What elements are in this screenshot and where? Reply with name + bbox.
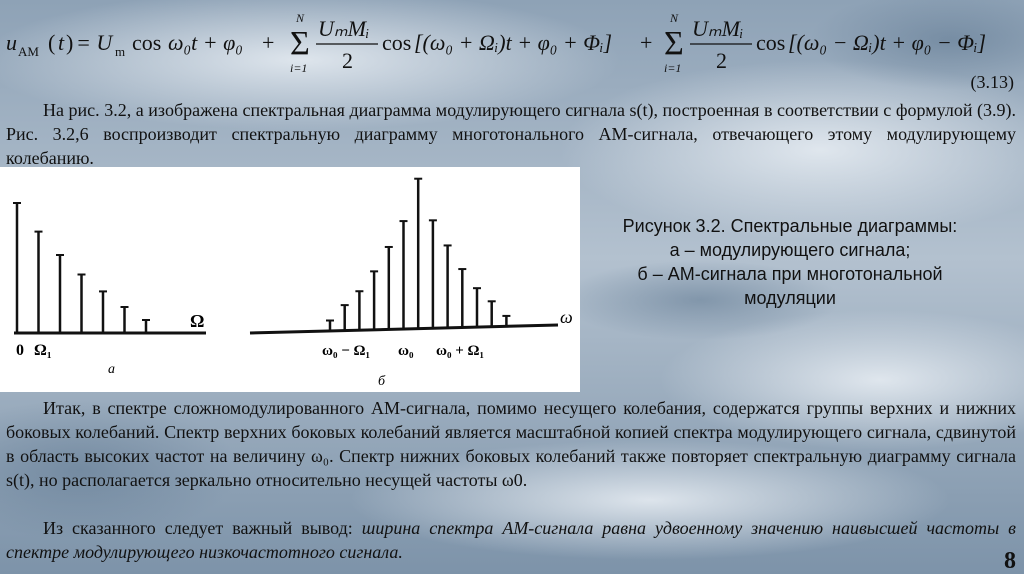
formula-cos-2: cos: [382, 30, 412, 55]
figure-b: [250, 179, 573, 389]
tick-center-b: ω₀: [398, 343, 414, 359]
tick-zero-a: 0: [16, 342, 24, 359]
sum-bottom-2: i=1: [664, 61, 682, 75]
formula-open-paren: (: [48, 30, 56, 55]
conclusion-italic-text: ширина спектра АМ-сигнала равна удвоенному значению наивысшей частоты в спектре модулирующего низкочастотного сигнала.: [6, 518, 1016, 562]
formula-um: = U: [76, 30, 113, 55]
formula-cos-3: cos: [756, 30, 786, 55]
fraction-denominator-1: 2: [342, 48, 353, 73]
sum-bottom-1: i=1: [290, 61, 308, 75]
caption-letter-b: б: [378, 374, 386, 389]
equation-number: (3.13): [970, 72, 1014, 92]
formula-close-paren: ): [66, 30, 74, 55]
fraction-numerator-1: UₘMᵢ: [318, 16, 370, 41]
formula-carrier-arg: ω₀t + φ₀: [168, 30, 243, 55]
formula-plus-2: +: [640, 30, 653, 55]
page-number: 8: [1004, 548, 1016, 574]
caption-line-1: Рисунок 3.2. Спектральные диаграммы:: [622, 216, 958, 236]
formula-um-subscript: m: [115, 44, 126, 59]
conclusion-plain-text: Из сказанного следует важный вывод:: [43, 518, 362, 538]
sum-symbol-2: Σ: [664, 25, 684, 62]
paragraph-intro: На рис. 3.2, а изображена спектральная диаграмма модулирующего сигнала s(t), построенная в соответствии с формулой (3.9). Рис. 3.2,6 воспроизводит спектральную диаграмму многотонального АМ-сигнала, отвечающего этому модулирующему колебанию.: [6, 100, 1016, 168]
paragraph-conclusion: [6, 516, 1016, 564]
tick-left-b: ω₀ − Ω₁: [322, 343, 371, 359]
formula-lhs-subscript: AM: [18, 44, 39, 59]
fraction-numerator-2: UₘMᵢ: [692, 16, 744, 41]
sum-top-1: N: [296, 11, 305, 25]
formula-t: t: [58, 30, 65, 55]
caption-line-4: модуляции: [744, 288, 836, 308]
caption-line-3: б – АМ-сигнала при многотональной: [637, 264, 943, 284]
figure-caption: [560, 214, 1020, 310]
sum-symbol-1: Σ: [290, 25, 310, 62]
figure-a: [13, 203, 206, 377]
tick-right-b: ω₀ + Ω₁: [436, 343, 485, 359]
am-signal-formula: [0, 0, 1024, 100]
paragraph-sidebands: Итак, в спектре сложномодулированного АМ-сигнала, помимо несущего колебания, содержатся группы верхних и нижних боковых колебаний. Спектр верхних боковых колебаний является масштабной копией спектра модулирующего сигнала, сдвинутой в область высоких частот на величину ω₀. Спектр нижних боковых колебаний также повторяет спектральную диаграмму сигнала s(t), но располагается зеркально относительно несущей частоты ω0.: [6, 398, 1016, 490]
axis-label-a: Ω: [190, 311, 205, 331]
spectral-diagram-figure: [0, 167, 580, 392]
tick-omega1-a: Ω₁: [34, 342, 52, 359]
formula-plus-1: +: [262, 30, 275, 55]
formula-cos-1: cos: [132, 30, 162, 55]
fraction-denominator-2: 2: [716, 48, 727, 73]
axis-label-b: ω: [560, 307, 573, 327]
caption-letter-a: а: [108, 362, 115, 377]
sum-top-2: N: [670, 11, 679, 25]
formula-lower-sideband-arg: [(ω₀ − Ωᵢ)t + φ₀ − Φᵢ]: [788, 30, 987, 55]
caption-line-2: а – модулирующего сигнала;: [669, 240, 911, 260]
formula-upper-sideband-arg: [(ω₀ + Ωᵢ)t + φ₀ + Φᵢ]: [414, 30, 613, 55]
formula-lhs: u: [6, 30, 17, 55]
